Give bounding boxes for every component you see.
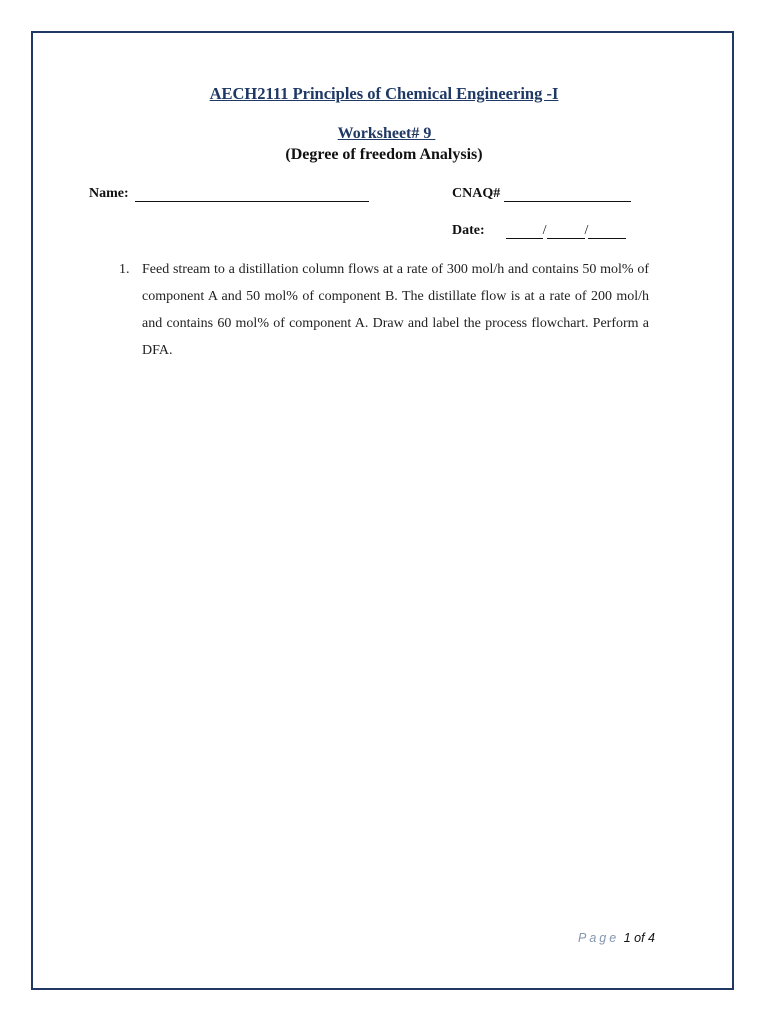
course-title: AECH2111 Principles of Chemical Engineering -I xyxy=(209,84,559,103)
question-text: Feed stream to a distillation column flows at a rate of 300 mol/h and contains 50 mol% of component A and 50 mol% of component B. The distillate flow is at a rate of 200 mol/h and contains 60 mol% of component A. Draw and label the process flowchart. Perform a DFA. xyxy=(142,262,649,358)
date-label: Date: xyxy=(452,223,485,238)
date-separator-1: / xyxy=(542,223,547,238)
footer-page-count: 1 of 4 xyxy=(623,931,655,945)
date-month-line xyxy=(547,224,585,239)
question-number: 1. xyxy=(119,262,130,277)
date-year-line xyxy=(588,224,626,239)
date-field xyxy=(452,223,626,239)
worksheet-subtitle: (Degree of freedom Analysis) xyxy=(285,146,483,163)
cnaq-label: CNAQ# xyxy=(452,186,501,201)
cnaq-blank-line xyxy=(504,187,631,202)
page-footer xyxy=(578,931,655,945)
date-blanks xyxy=(506,223,627,239)
name-blank-line xyxy=(135,187,369,202)
worksheet-title: Worksheet# 9 xyxy=(337,125,436,142)
question-1 xyxy=(119,256,649,364)
footer-page-label: Page xyxy=(578,931,620,945)
date-separator-2: / xyxy=(584,223,589,238)
page-border xyxy=(31,31,734,990)
name-label: Name: xyxy=(89,186,129,201)
name-field xyxy=(89,186,369,202)
cnaq-field xyxy=(452,186,631,202)
date-day-line xyxy=(506,224,543,239)
